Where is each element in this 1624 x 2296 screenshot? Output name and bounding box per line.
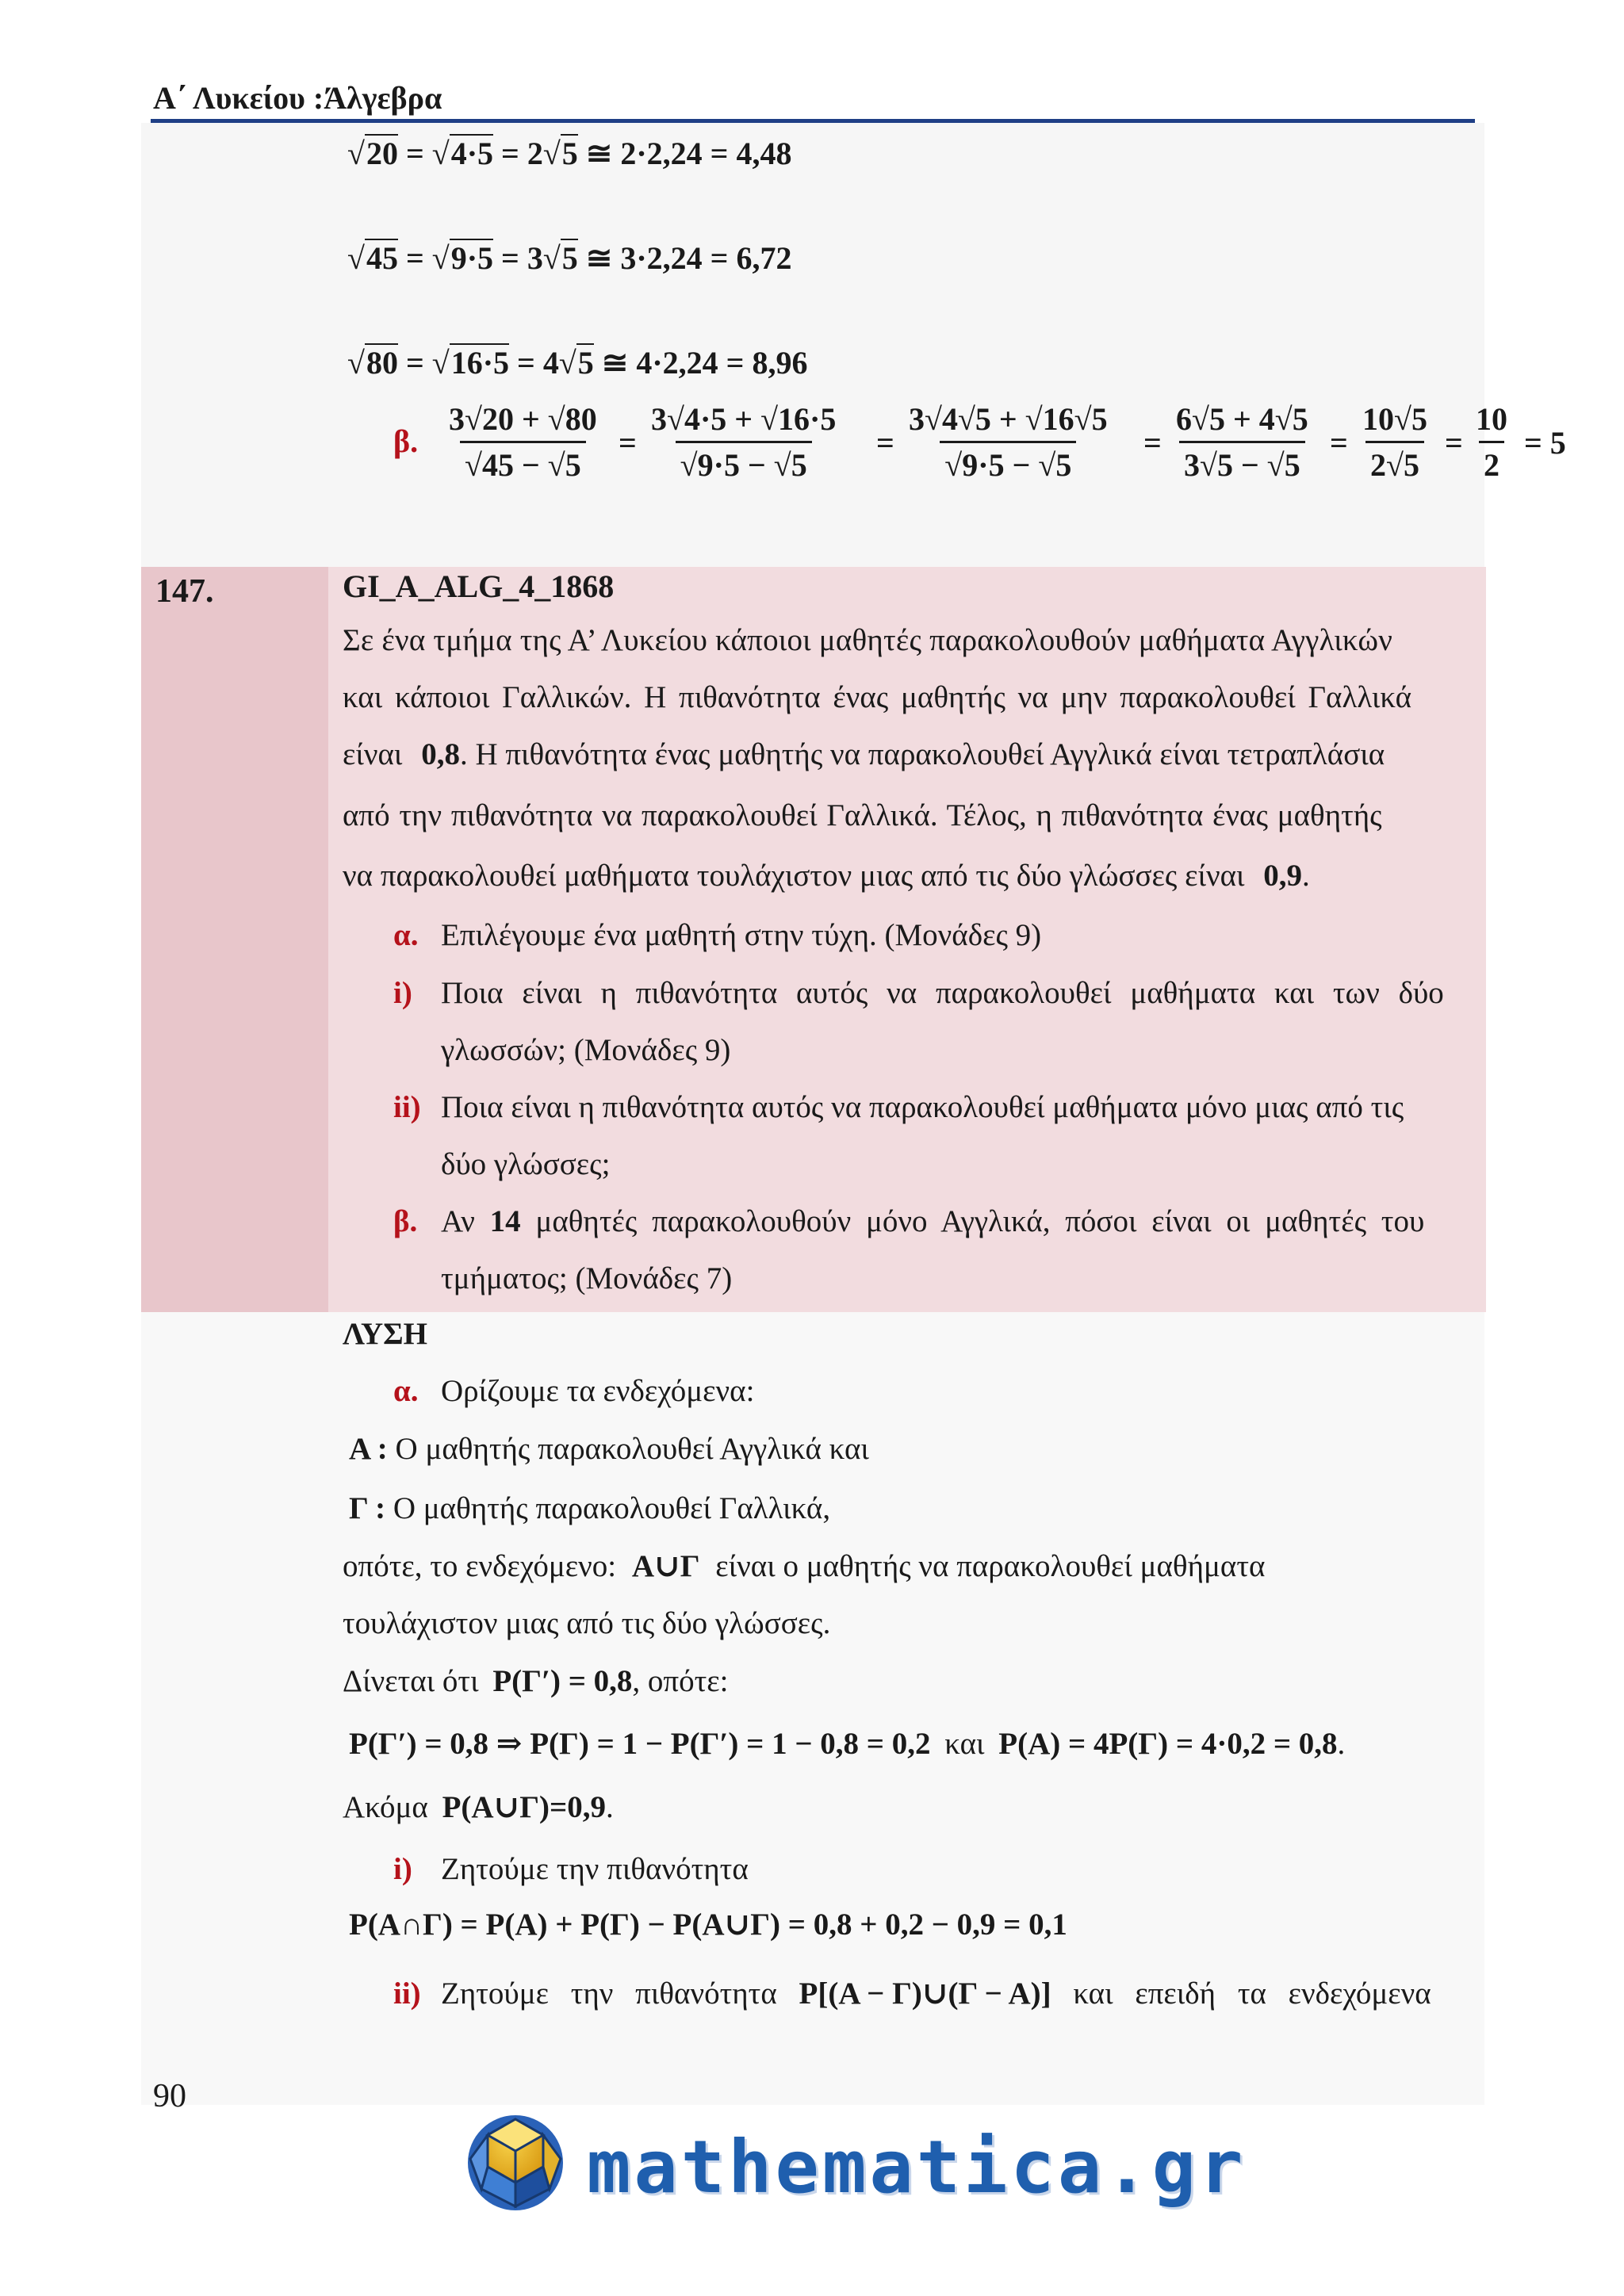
solution-ii-math: P[(Α − Γ)∪(Γ − Α)] xyxy=(799,1976,1051,2011)
event-g-definition: Ο μαθητής παρακολουθεί Γαλλικά, xyxy=(393,1491,831,1525)
root-line-3: √80 = √16·5 = 4√5 ≅ 4·2,24 = 8,96 xyxy=(347,345,808,381)
header-rule xyxy=(151,119,1475,123)
final-result: = 5 xyxy=(1524,425,1566,461)
calc-line xyxy=(349,1726,1345,1763)
exercise-number: 147. xyxy=(155,573,214,610)
beta-label: β. xyxy=(393,423,419,459)
question-b-text: μαθητές παρακολουθούν μόνο Αγγλικά, πόσοι είναι οι μαθητές του xyxy=(535,1204,1425,1238)
also-line xyxy=(343,1789,614,1827)
equals-sign: = xyxy=(1143,425,1162,461)
solution-ii-line xyxy=(441,1976,1431,2013)
question-i-text-2: γλωσσών; (Μονάδες 9) xyxy=(441,1033,731,1067)
question-b-text-2: τμήματος; (Μονάδες 7) xyxy=(441,1261,733,1295)
root-line-1: √20 = √4·5 = 2√5 ≅ 2·2,24 = 4,48 xyxy=(347,136,792,171)
header-title: Α΄ Λυκείου :Άλγεβρα xyxy=(153,80,442,116)
fraction-5-num: 10√5 xyxy=(1362,401,1427,437)
statement-text: είναι xyxy=(343,737,403,771)
calc-and: και xyxy=(944,1727,985,1761)
logo-text: mathematica.gr xyxy=(587,2125,1247,2210)
union-text: είναι ο μαθητής να παρακολουθεί μαθήματα xyxy=(715,1549,1266,1583)
calc-2: P(Α) = 4P(Γ) = 4·0,2 = 0,8 xyxy=(998,1727,1338,1761)
question-b-number: 14 xyxy=(489,1204,521,1238)
calc-1: P(Γ′) = 0,8 ⇒ P(Γ) = 1 − P(Γ′) = 1 − 0,8 = 0,2 xyxy=(349,1727,931,1761)
fraction-5-den: 2√5 xyxy=(1365,441,1424,484)
fraction-2 xyxy=(646,400,841,484)
equals-sign: = xyxy=(619,425,637,461)
statement-text: να παρακολουθεί μαθήματα τουλάχιστον μιας από τις δύο γλώσσες είναι xyxy=(343,859,1245,893)
question-a-text: Επιλέγουμε ένα μαθητή στην τύχη. (Μονάδες 9) xyxy=(441,918,1042,952)
question-i-text-1: Ποια είναι η πιθανότητα αυτός να παρακολουθεί μαθήματα και των δύο xyxy=(441,976,1444,1010)
union-line-2: τουλάχιστον μιας από τις δύο γλώσσες. xyxy=(343,1606,831,1640)
root-line-2: √45 = √9·5 = 3√5 ≅ 3·2,24 = 6,72 xyxy=(347,240,792,276)
equals-sign: = xyxy=(1445,425,1463,461)
event-a-line xyxy=(349,1431,869,1468)
statement-text: . xyxy=(1302,859,1310,893)
solution-a-text: Ορίζουμε τα ενδεχόμενα: xyxy=(441,1374,755,1408)
given-text: Δίνεται ότι xyxy=(343,1664,479,1698)
solution-a-label: α. xyxy=(393,1374,419,1408)
statement-text: . Η πιθανότητα ένας μαθητής να παρακολουθεί Αγγλικά είναι τετραπλάσια xyxy=(459,737,1385,771)
question-ii-label: ii) xyxy=(393,1090,421,1124)
fraction-6-num: 10 xyxy=(1476,401,1507,437)
solution-i-calc: P(Α∩Γ) = P(Α) + P(Γ) − P(Α∪Γ) = 0,8 + 0,2 − 0,9 = 0,1 xyxy=(349,1908,1067,1942)
solution-i-text: Ζητούμε την πιθανότητα xyxy=(441,1852,749,1886)
statement-line-4: από την πιθανότητα να παρακολουθεί Γαλλικά. Τέλος, η πιθανότητα ένας μαθητής xyxy=(343,798,1382,832)
statement-value: 0,8 xyxy=(421,737,460,771)
also-math: P(Α∪Γ)=0,9 xyxy=(442,1790,606,1824)
calc-end: . xyxy=(1337,1727,1346,1761)
fraction-1-num: 3√20 + √80 xyxy=(449,401,597,437)
event-a-symbol: Α : xyxy=(349,1432,388,1466)
also-end: . xyxy=(606,1790,614,1824)
solution-ii-text: Ζητούμε την πιθανότητα xyxy=(441,1976,777,2011)
logo-polyhedron-icon xyxy=(464,2111,567,2214)
question-ii-text-1: Ποια είναι η πιθανότητα αυτός να παρακολουθεί μαθήματα μόνο μιας από τις xyxy=(441,1090,1404,1124)
fraction-6 xyxy=(1471,400,1512,484)
solution-heading: ΛΥΣΗ xyxy=(343,1317,427,1351)
statement-line-5 xyxy=(343,858,1310,895)
statement-line-3 xyxy=(343,737,1385,774)
fraction-1-den: √45 − √5 xyxy=(460,441,586,484)
solution-i-label: i) xyxy=(393,1852,412,1886)
previous-solution-background xyxy=(141,123,1484,567)
statement-value: 0,9 xyxy=(1263,859,1303,893)
fraction-3 xyxy=(904,400,1113,484)
given-math: P(Γ′) = 0,8 xyxy=(492,1664,633,1698)
event-a-definition: Ο μαθητής παρακολουθεί Αγγλικά και xyxy=(395,1432,869,1466)
equals-sign: = xyxy=(1330,425,1348,461)
question-a-label: α. xyxy=(393,918,419,952)
equals-sign: = xyxy=(876,425,894,461)
union-line xyxy=(343,1548,1265,1586)
fraction-4-den: 3√5 − √5 xyxy=(1179,441,1305,484)
question-b-text: Αν xyxy=(441,1204,475,1238)
question-i-label: i) xyxy=(393,976,412,1010)
exercise-code: GI_A_ALG_4_1868 xyxy=(343,568,615,604)
given-line xyxy=(343,1663,729,1701)
solution-ii-label: ii) xyxy=(393,1976,421,2011)
union-text: οπότε, το ενδεχόμενο: xyxy=(343,1549,617,1583)
page-number: 90 xyxy=(153,2078,186,2114)
solution-ii-text: και επειδή τα ενδεχόμενα xyxy=(1073,1976,1431,2011)
fraction-5 xyxy=(1358,400,1432,484)
question-ii-text-2: δύο γλώσσες; xyxy=(441,1147,611,1181)
fraction-4-num: 6√5 + 4√5 xyxy=(1176,401,1308,437)
fraction-4 xyxy=(1171,400,1313,484)
fraction-6-den: 2 xyxy=(1479,441,1504,484)
exercise-number-cell xyxy=(141,567,328,1312)
union-symbol: Α∪Γ xyxy=(631,1549,700,1583)
event-g-line xyxy=(349,1490,830,1528)
fraction-3-den: √9·5 − √5 xyxy=(940,441,1076,484)
event-g-symbol: Γ : xyxy=(349,1491,386,1525)
question-b-text-1 xyxy=(441,1203,1424,1241)
fraction-1 xyxy=(444,400,602,484)
statement-line-1: Σε ένα τμήμα της Α’ Λυκείου κάποιοι μαθητές παρακολουθούν μαθήματα Αγγλικών xyxy=(343,623,1393,657)
fraction-3-num: 3√4√5 + √16√5 xyxy=(909,401,1108,437)
also-text: Ακόμα xyxy=(343,1790,428,1824)
fraction-2-den: √9·5 − √5 xyxy=(676,441,812,484)
given-text: , οπότε: xyxy=(632,1664,729,1698)
question-b-label: β. xyxy=(393,1204,418,1238)
statement-line-2: και κάποιοι Γαλλικών. Η πιθανότητα ένας μαθητής να μην παρακολουθεί Γαλλικά xyxy=(343,680,1412,714)
fraction-2-num: 3√4·5 + √16·5 xyxy=(651,401,837,437)
